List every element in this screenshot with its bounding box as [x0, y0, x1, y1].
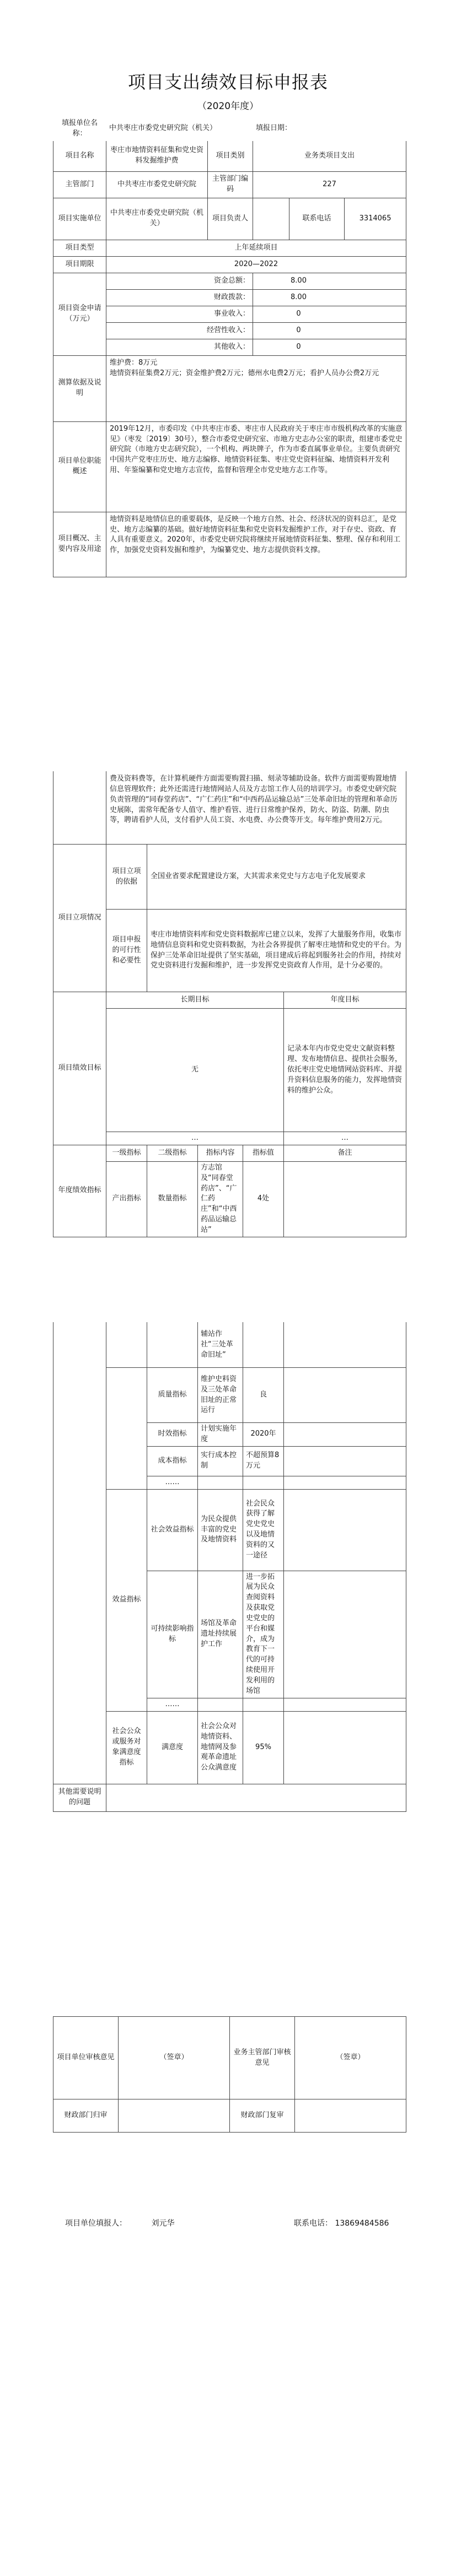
satisfy-content: 社会公众对地情资料、地情网及参观革命遗址公众满意度	[198, 1711, 243, 1784]
date-label: 填报日期：	[256, 124, 292, 133]
filler-phone-label: 联系电话：	[294, 2219, 332, 2228]
basis-line-2: 地情资料征集费2万元；资金维护费2万元；德州水电费2万元；看护人员办公费2万元	[110, 369, 379, 377]
dept-review-label: 业务主管部门审核意见	[230, 2017, 295, 2099]
filler-signature	[65, 2217, 174, 2228]
other-issues-value	[106, 1784, 406, 1811]
sustain-label: 可持续影响指标	[147, 1571, 198, 1698]
funds-business-value: 0	[253, 306, 345, 322]
social-label: 社会效益指标	[147, 1489, 198, 1571]
finance-review-label: 财政部门归审	[53, 2099, 119, 2133]
goals-annual-ellipsis: …	[284, 1132, 406, 1145]
benefit-label: 效益指标	[106, 1489, 147, 1711]
satisfy-value: 95%	[243, 1711, 284, 1784]
funds-label: 项目资金申请（万元）	[53, 273, 106, 355]
goals-long-header: 长期目标	[106, 992, 284, 1009]
date-value	[345, 117, 406, 141]
project-status-value: 上年延续项目	[106, 240, 406, 256]
funds-other-value: 0	[253, 339, 345, 355]
finance-recheck-value	[295, 2099, 406, 2133]
form-table-necessity	[53, 771, 406, 1237]
necessity-need-label: 项目申报的可行性和必要性	[106, 910, 147, 992]
basis-line-1: 维护费：8万元	[110, 358, 158, 367]
project-name-label: 项目名称	[53, 140, 106, 171]
goals-long-ellipsis: …	[106, 1132, 284, 1145]
dept-review-seal: （签章）	[295, 2017, 406, 2099]
necessity-basis-label: 项目立项的依据	[106, 845, 147, 910]
quantity-label: 数量指标	[147, 1161, 198, 1237]
output-label: 产出指标	[106, 1161, 147, 1237]
project-type-value: 业务类项目支出	[253, 140, 406, 171]
dept-label: 主管部门	[53, 171, 106, 198]
output-ellipsis: ……	[147, 1476, 198, 1489]
necessity-need-text: 枣庄市地情资料库和党史资料数据库已建立以来，发挥了大量服务作用，收集市地情信息资料和党史资料数据，为社会各界提供了解枣庄地情和党史的平台。为保护三处革命旧址提供了坚实基础，项目建成后将起到服务社会的作用，持续对党史资料进行发掘和维护，进一步发挥党史资政育人作用，是十分必要的。	[147, 910, 406, 992]
finance-recheck-label: 财政部门复审	[230, 2099, 295, 2133]
goals-annual-text: 记录本年内市党史党史文献资料整理、发布地情信息、提供社会服务，依托枣庄党史地情网站资料库、并提升资料信息服务的能力，发挥地情资料的维护公众。	[284, 1009, 406, 1132]
quantity-content: 方志馆及“同春堂药店”、“广仁药庄”和“中西药品运输总站”	[198, 1161, 243, 1237]
other-issues-label: 其他需要说明的问题	[53, 1784, 106, 1811]
benefit-ellipsis: ……	[147, 1698, 198, 1711]
unit-review-label: 项目单位审核意见	[53, 2017, 119, 2099]
overview-label: 项目概况、主要内容及用途	[53, 512, 106, 577]
form-table-main	[53, 117, 406, 577]
necessity-basis-text: 全国业省要求配置建设方案，大其需求来党史与方志电子化发展要求	[147, 845, 406, 910]
col-value-header: 指标值	[243, 1145, 284, 1161]
time-value: 2020年	[243, 1423, 284, 1447]
project-name-value: 枣庄市地情资料征集和党史资料发掘维护费	[106, 140, 208, 171]
funds-business-label: 事业收入：	[106, 306, 253, 322]
col-level3-header: 指标内容	[198, 1145, 243, 1161]
goals-long-text: 无	[106, 1009, 284, 1132]
summary-text: 2019年12月，市委印发《中共枣庄市委、枣庄市人民政府关于枣庄市市级机构改革的实施意见》（枣发〔2019〕30号），整合市委党史研究室、市地方史志办公室的职责，组建市委党史研究院（市地方史志研究院），一个机构、两块牌子，作为市委直属事业单位。主要负责研究中国共产党枣庄历史、地方志编修、地情资料征集、枣庄党史资料征编、地情资料开发利用、年鉴编纂和党史地方志宣传，监督和管理全市党史地方志工作等。	[106, 421, 406, 512]
cost-label: 成本指标	[147, 1446, 198, 1476]
sustain-value: 进一步拓展为民众查阅资料及获取党史党史的平台和媒介，成为教育下一代的可持续使用开发利用的场馆	[243, 1571, 284, 1698]
site-text: 辅站作社“三处革命旧址”	[198, 1323, 243, 1368]
quantity-value: 4处	[243, 1161, 284, 1237]
form-table-indicators	[53, 1322, 406, 1812]
phone-value: 3314065	[345, 198, 406, 240]
funds-total-value: 8.00	[253, 273, 345, 289]
col-note-header: 备注	[284, 1145, 406, 1161]
col-level1-header: 一级指标	[106, 1145, 147, 1161]
overview-text-b: 费及资料费等，在计算机硬件方面需要购置扫描、刻录等辅助设备。软件方面需要购置地情信息管理软件；此外还需进行地情网站人员及方志馆工作人员的培训学习。市委党史研究院负责管理的“同春堂药店”、“广仁药庄”和“中西药品运输总站”三处革命旧址的管理和革命历史展陈，需常年配备专人值守、维护看管、进行日常维护保养，防火、防盗、防潮、防虫等，聘请看护人员，支付看护人员工资、水电费、办公费等开支。每年维护费用2万元。	[106, 772, 406, 845]
dept-name-value: 中共枣庄市委党史研究院（机关）	[109, 124, 217, 133]
overview-text-a: 地情资料是地情信息的重要载体，是反映一个地方自然、社会、经济状况的资料总汇，是党史、地方志编纂的基础。做好地情资料征集和党史资料发掘维护工作，对于存史、资政、育人具有重要意义。2020年，市委党史研究院将继续开展地情资料征集、整理、保存和利用工作，加强党史资料发掘和维护，为编纂党史、地方志提供资料支撑。	[106, 512, 406, 577]
project-period-label: 项目期限	[53, 256, 106, 273]
dept-code-label: 主管部门编码	[208, 171, 253, 198]
impl-unit-label: 项目实施单位	[53, 198, 106, 240]
basis-label: 测算依据及说明	[53, 355, 106, 421]
filler-phone	[294, 2217, 389, 2228]
page-title: 项目支出绩效目标申报表	[127, 72, 328, 93]
quality-content: 维护史料资及三处革命旧址的正常运行	[198, 1368, 243, 1423]
form-table-review	[53, 2016, 406, 2133]
funds-fiscal-value: 8.00	[253, 289, 345, 306]
manager-value	[253, 198, 289, 240]
time-label: 时效指标	[147, 1423, 198, 1447]
dept-code-value: 227	[253, 171, 406, 198]
filler-phone-value: 13869484586	[335, 2219, 389, 2228]
goals-label: 项目绩效目标	[53, 992, 106, 1145]
indicators-label: 年度绩效指标	[53, 1145, 106, 1237]
dept-name-label: 填报单位名称：	[61, 119, 98, 138]
necessity-label: 项目立项情况	[53, 845, 106, 992]
manager-label: 项目负责人	[208, 198, 253, 240]
project-period-value: 2020—2022	[106, 256, 406, 273]
impl-unit-value: 中共枣庄市委党史研究院（机关）	[106, 198, 208, 240]
social-content: 为民众提供丰富的党史及地情资料	[198, 1489, 243, 1571]
funds-market-value: 0	[253, 322, 345, 339]
quantity-note	[284, 1161, 406, 1237]
year-label: （2020年度）	[197, 101, 259, 112]
social-value: 社会民众获得了解党史党史以及地情资料的又一途径	[243, 1489, 284, 1571]
funds-market-label: 经营性收入：	[106, 322, 253, 339]
quality-value: 良	[243, 1368, 284, 1423]
summary-label: 项目单位职能概述	[53, 421, 106, 512]
satisfy-sub-label: 满意度	[147, 1711, 198, 1784]
finance-review-value	[119, 2099, 230, 2133]
time-content: 计划实施年度	[198, 1423, 243, 1447]
filler-label: 项目单位填报人：	[65, 2219, 127, 2228]
satisfy-label: 社会公众或服务对象满意度指标	[106, 1711, 147, 1784]
basis-text	[106, 355, 406, 421]
goals-annual-header: 年度目标	[284, 992, 406, 1009]
cost-content: 实行成本控制	[198, 1446, 243, 1476]
funds-other-label: 其他收入：	[106, 339, 253, 355]
unit-review-seal: （签章）	[119, 2017, 230, 2099]
project-type-label: 项目类别	[208, 140, 253, 171]
project-status-label: 项目类型	[53, 240, 106, 256]
dept-value: 中共枣庄市委党史研究院	[106, 171, 208, 198]
funds-fiscal-label: 财政拨款：	[106, 289, 253, 306]
phone-label: 联系电话	[289, 198, 345, 240]
cost-value: 不超预算8万元	[243, 1446, 284, 1476]
sustain-content: 场馆及革命遗址持续展护工作	[198, 1571, 243, 1698]
funds-total-label: 资金总额：	[106, 273, 253, 289]
col-level2-header: 二级指标	[147, 1145, 198, 1161]
filler-name: 刘元华	[151, 2219, 175, 2228]
quality-label: 质量指标	[147, 1368, 198, 1423]
